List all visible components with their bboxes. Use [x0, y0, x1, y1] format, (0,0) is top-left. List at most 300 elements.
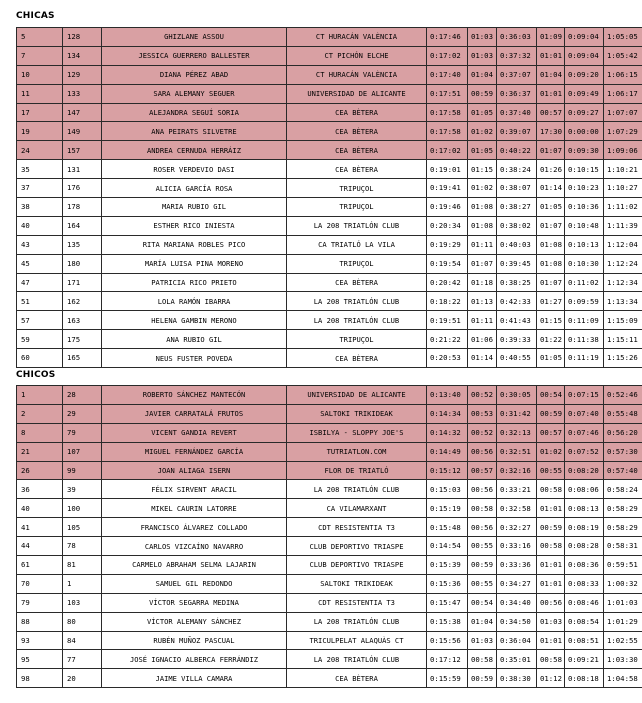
split-time-5-cell: 0:08:51 [565, 631, 604, 650]
total-time-cell: 1:10:27 [604, 179, 642, 198]
split-time-4-cell: 01:02 [537, 442, 565, 461]
club-cell: FLOR DE TRIATLÓ [287, 461, 427, 480]
club-cell: CEA BÈTERA [287, 273, 427, 292]
table-row [17, 254, 642, 273]
split-time-2-cell: 01:05 [468, 103, 497, 122]
split-time-4-cell: 00:58 [537, 650, 565, 669]
club-cell: CEA BÈTERA [287, 103, 427, 122]
split-time-4-cell: 01:05 [537, 198, 565, 217]
split-time-3-cell: 0:33:16 [497, 537, 537, 556]
split-time-4-cell: 01:01 [537, 556, 565, 575]
split-time-4-cell: 01:01 [537, 631, 565, 650]
split-time-1-cell: 0:15:59 [427, 669, 468, 688]
split-time-3-cell: 0:36:04 [497, 631, 537, 650]
bib-number-cell: 134 [63, 46, 102, 65]
position-cell: 51 [17, 292, 63, 311]
club-cell: CEA BÈTERA [287, 160, 427, 179]
position-cell: 41 [17, 518, 63, 537]
position-cell: 7 [17, 46, 63, 65]
split-time-2-cell: 01:15 [468, 160, 497, 179]
split-time-4-cell: 01:01 [537, 499, 565, 518]
total-time-cell: 1:05:05 [604, 28, 642, 47]
split-time-4-cell: 01:09 [537, 28, 565, 47]
total-time-cell: 1:15:11 [604, 330, 642, 349]
total-time-cell: 0:58:31 [604, 537, 642, 556]
athlete-name-cell: GHIZLANE ASSOU [102, 28, 287, 47]
split-time-1-cell: 0:15:39 [427, 556, 468, 575]
club-cell: LA 208 TRIATLÓN CLUB [287, 292, 427, 311]
split-time-2-cell: 00:56 [468, 518, 497, 537]
split-time-4-cell: 01:01 [537, 84, 565, 103]
athlete-name-cell: MIKEL CAURIN LATORRE [102, 499, 287, 518]
position-cell: 5 [17, 28, 63, 47]
split-time-1-cell: 0:19:29 [427, 235, 468, 254]
club-cell: TRICULPELAT ALAQUÀS CT [287, 631, 427, 650]
table-row [17, 423, 642, 442]
split-time-5-cell: 0:10:36 [565, 198, 604, 217]
athlete-name-cell: PATRICIA RICO PRIETO [102, 273, 287, 292]
club-cell: LA 208 TRIATLÓN CLUB [287, 480, 427, 499]
bib-number-cell: 175 [63, 330, 102, 349]
table-row [17, 103, 642, 122]
club-cell: TRIPUÇOL [287, 179, 427, 198]
table-row [17, 442, 642, 461]
split-time-5-cell: 0:07:15 [565, 386, 604, 405]
table-row [17, 556, 642, 575]
split-time-4-cell: 01:07 [537, 141, 565, 160]
club-cell: TRIPUÇOL [287, 254, 427, 273]
table-row [17, 404, 642, 423]
total-time-cell: 1:15:26 [604, 349, 642, 368]
table-row [17, 349, 642, 368]
bib-number-cell: 100 [63, 499, 102, 518]
split-time-1-cell: 0:17:46 [427, 28, 468, 47]
table-row [17, 28, 642, 47]
split-time-3-cell: 0:36:37 [497, 84, 537, 103]
split-time-3-cell: 0:32:27 [497, 518, 537, 537]
club-cell: LA 208 TRIATLÓN CLUB [287, 612, 427, 631]
section-title-chicas: CHICAS [16, 11, 55, 21]
split-time-5-cell: 0:10:48 [565, 216, 604, 235]
athlete-name-cell: ALICIA GARCÍA ROSA [102, 179, 287, 198]
total-time-cell: 1:02:55 [604, 631, 642, 650]
club-cell: LA 208 TRIATLÓN CLUB [287, 650, 427, 669]
split-time-1-cell: 0:15:36 [427, 574, 468, 593]
club-cell: CA TRIATLÓ LA VILA [287, 235, 427, 254]
split-time-2-cell: 01:02 [468, 122, 497, 141]
section-title-chicos: CHICOS [16, 370, 56, 380]
athlete-name-cell: FÉLIX SIRVENT ARACIL [102, 480, 287, 499]
split-time-3-cell: 0:41:43 [497, 311, 537, 330]
total-time-cell: 0:58:24 [604, 480, 642, 499]
table-row [17, 386, 642, 405]
split-time-4-cell: 00:57 [537, 423, 565, 442]
athlete-name-cell: MARIA RUBIO GIL [102, 198, 287, 217]
split-time-5-cell: 0:11:02 [565, 273, 604, 292]
position-cell: 40 [17, 499, 63, 518]
split-time-3-cell: 0:34:40 [497, 593, 537, 612]
table-row [17, 198, 642, 217]
split-time-1-cell: 0:17:51 [427, 84, 468, 103]
athlete-name-cell: DIANA PÉREZ ABAD [102, 65, 287, 84]
split-time-3-cell: 0:32:58 [497, 499, 537, 518]
position-cell: 60 [17, 349, 63, 368]
position-cell: 1 [17, 386, 63, 405]
split-time-4-cell: 00:59 [537, 518, 565, 537]
split-time-4-cell: 01:03 [537, 612, 565, 631]
table-row [17, 330, 642, 349]
table-row [17, 499, 642, 518]
total-time-cell: 1:07:07 [604, 103, 642, 122]
split-time-1-cell: 0:19:51 [427, 311, 468, 330]
bib-number-cell: 84 [63, 631, 102, 650]
split-time-2-cell: 00:52 [468, 423, 497, 442]
position-cell: 11 [17, 84, 63, 103]
total-time-cell: 1:01:03 [604, 593, 642, 612]
split-time-2-cell: 00:56 [468, 442, 497, 461]
bib-number-cell: 176 [63, 179, 102, 198]
split-time-2-cell: 01:13 [468, 292, 497, 311]
split-time-2-cell: 01:11 [468, 311, 497, 330]
position-cell: 2 [17, 404, 63, 423]
total-time-cell: 1:09:06 [604, 141, 642, 160]
table-row [17, 574, 642, 593]
split-time-3-cell: 0:40:22 [497, 141, 537, 160]
table-row [17, 160, 642, 179]
split-time-2-cell: 00:57 [468, 461, 497, 480]
split-time-5-cell: 0:00:00 [565, 122, 604, 141]
split-time-5-cell: 0:09:49 [565, 84, 604, 103]
results-table-chicos [16, 385, 642, 688]
total-time-cell: 1:06:17 [604, 84, 642, 103]
split-time-3-cell: 0:37:07 [497, 65, 537, 84]
club-cell: TRIPUÇOL [287, 198, 427, 217]
bib-number-cell: 107 [63, 442, 102, 461]
split-time-4-cell: 01:26 [537, 160, 565, 179]
position-cell: 21 [17, 442, 63, 461]
athlete-name-cell: MIGUEL FERNÁNDEZ GARCÍA [102, 442, 287, 461]
split-time-4-cell: 01:27 [537, 292, 565, 311]
split-time-1-cell: 0:19:41 [427, 179, 468, 198]
athlete-name-cell: CARMELO ABRAHAM SELMA LAJARIN [102, 556, 287, 575]
bib-number-cell: 157 [63, 141, 102, 160]
split-time-2-cell: 00:58 [468, 650, 497, 669]
table-row [17, 537, 642, 556]
split-time-1-cell: 0:15:48 [427, 518, 468, 537]
split-time-1-cell: 0:15:56 [427, 631, 468, 650]
total-time-cell: 1:07:29 [604, 122, 642, 141]
club-cell: LA 208 TRIATLÓN CLUB [287, 216, 427, 235]
bib-number-cell: 128 [63, 28, 102, 47]
position-cell: 59 [17, 330, 63, 349]
split-time-1-cell: 0:20:42 [427, 273, 468, 292]
total-time-cell: 0:57:30 [604, 442, 642, 461]
club-cell: CEA BÈTERA [287, 669, 427, 688]
club-cell: TRIPUÇOL [287, 330, 427, 349]
total-time-cell: 0:55:48 [604, 404, 642, 423]
split-time-5-cell: 0:08:20 [565, 461, 604, 480]
table-row [17, 122, 642, 141]
total-time-cell: 1:11:39 [604, 216, 642, 235]
position-cell: 79 [17, 593, 63, 612]
total-time-cell: 1:12:24 [604, 254, 642, 273]
total-time-cell: 0:57:40 [604, 461, 642, 480]
split-time-5-cell: 0:08:18 [565, 669, 604, 688]
split-time-3-cell: 0:38:24 [497, 160, 537, 179]
table-row [17, 216, 642, 235]
split-time-5-cell: 0:07:52 [565, 442, 604, 461]
position-cell: 45 [17, 254, 63, 273]
club-cell: CT HURACÁN VALÈNCIA [287, 28, 427, 47]
split-time-3-cell: 0:38:30 [497, 669, 537, 688]
split-time-5-cell: 0:07:40 [565, 404, 604, 423]
bib-number-cell: 29 [63, 404, 102, 423]
athlete-name-cell: VÍCTOR ALEMANY SÁNCHEZ [102, 612, 287, 631]
split-time-1-cell: 0:18:22 [427, 292, 468, 311]
club-cell: SALTOKI TRIKIDEAK [287, 574, 427, 593]
split-time-3-cell: 0:31:42 [497, 404, 537, 423]
athlete-name-cell: NEUS FUSTER POVEDA [102, 349, 287, 368]
bib-number-cell: 133 [63, 84, 102, 103]
athlete-name-cell: JESSICA GUERRERO BALLESTER [102, 46, 287, 65]
split-time-5-cell: 0:09:04 [565, 28, 604, 47]
split-time-4-cell: 01:22 [537, 330, 565, 349]
athlete-name-cell: ANA RUBIO GIL [102, 330, 287, 349]
club-cell: CEA BÈTERA [287, 349, 427, 368]
total-time-cell: 0:56:20 [604, 423, 642, 442]
split-time-1-cell: 0:17:58 [427, 122, 468, 141]
club-cell: LA 208 TRIATLÓN CLUB [287, 311, 427, 330]
total-time-cell: 1:12:04 [604, 235, 642, 254]
split-time-4-cell: 01:07 [537, 216, 565, 235]
bib-number-cell: 149 [63, 122, 102, 141]
split-time-2-cell: 01:08 [468, 216, 497, 235]
table-row [17, 84, 642, 103]
split-time-4-cell: 01:15 [537, 311, 565, 330]
split-time-5-cell: 0:08:46 [565, 593, 604, 612]
split-time-4-cell: 01:07 [537, 273, 565, 292]
split-time-3-cell: 0:35:01 [497, 650, 537, 669]
table-row [17, 141, 642, 160]
table-row [17, 480, 642, 499]
bib-number-cell: 39 [63, 480, 102, 499]
split-time-2-cell: 00:59 [468, 669, 497, 688]
split-time-4-cell: 01:12 [537, 669, 565, 688]
split-time-2-cell: 01:03 [468, 46, 497, 65]
position-cell: 38 [17, 198, 63, 217]
athlete-name-cell: JAVIER CARRATALÁ FRUTOS [102, 404, 287, 423]
split-time-3-cell: 0:30:05 [497, 386, 537, 405]
split-time-5-cell: 0:10:23 [565, 179, 604, 198]
split-time-4-cell: 00:54 [537, 386, 565, 405]
split-time-1-cell: 0:19:54 [427, 254, 468, 273]
split-time-4-cell: 00:58 [537, 537, 565, 556]
split-time-5-cell: 0:11:19 [565, 349, 604, 368]
split-time-2-cell: 00:53 [468, 404, 497, 423]
split-time-3-cell: 0:40:03 [497, 235, 537, 254]
split-time-1-cell: 0:21:22 [427, 330, 468, 349]
total-time-cell: 1:00:32 [604, 574, 642, 593]
athlete-name-cell: ALEJANDRA SEGUÍ SORIA [102, 103, 287, 122]
table-row [17, 631, 642, 650]
table-row [17, 235, 642, 254]
bib-number-cell: 163 [63, 311, 102, 330]
position-cell: 44 [17, 537, 63, 556]
results-table-chicas [16, 27, 642, 368]
athlete-name-cell: RUBÉN MUÑOZ PASCUAL [102, 631, 287, 650]
split-time-5-cell: 0:08:28 [565, 537, 604, 556]
split-time-1-cell: 0:19:01 [427, 160, 468, 179]
total-time-cell: 0:52:46 [604, 386, 642, 405]
split-time-4-cell: 00:57 [537, 103, 565, 122]
athlete-name-cell: ROSER VERDEVIO DASI [102, 160, 287, 179]
position-cell: 47 [17, 273, 63, 292]
split-time-5-cell: 0:08:33 [565, 574, 604, 593]
position-cell: 10 [17, 65, 63, 84]
total-time-cell: 1:03:30 [604, 650, 642, 669]
athlete-name-cell: JAIME VILLA CAMARA [102, 669, 287, 688]
table-row [17, 518, 642, 537]
split-time-4-cell: 01:08 [537, 235, 565, 254]
total-time-cell: 1:04:58 [604, 669, 642, 688]
split-time-4-cell: 00:55 [537, 461, 565, 480]
athlete-name-cell: SAMUEL GIL REDONDO [102, 574, 287, 593]
split-time-4-cell: 01:01 [537, 46, 565, 65]
split-time-5-cell: 0:11:38 [565, 330, 604, 349]
split-time-1-cell: 0:15:12 [427, 461, 468, 480]
split-time-4-cell: 01:04 [537, 65, 565, 84]
split-time-1-cell: 0:15:19 [427, 499, 468, 518]
bib-number-cell: 78 [63, 537, 102, 556]
athlete-name-cell: ROBERTO SÁNCHEZ MANTECÓN [102, 386, 287, 405]
total-time-cell: 1:10:21 [604, 160, 642, 179]
position-cell: 88 [17, 612, 63, 631]
total-time-cell: 1:05:42 [604, 46, 642, 65]
split-time-3-cell: 0:37:40 [497, 103, 537, 122]
split-time-2-cell: 01:03 [468, 631, 497, 650]
split-time-3-cell: 0:33:36 [497, 556, 537, 575]
club-cell: CEA BÈTERA [287, 122, 427, 141]
split-time-3-cell: 0:38:02 [497, 216, 537, 235]
bib-number-cell: 165 [63, 349, 102, 368]
split-time-3-cell: 0:38:25 [497, 273, 537, 292]
split-time-3-cell: 0:34:50 [497, 612, 537, 631]
split-time-5-cell: 0:08:06 [565, 480, 604, 499]
split-time-2-cell: 00:52 [468, 386, 497, 405]
split-time-5-cell: 0:11:09 [565, 311, 604, 330]
split-time-1-cell: 0:20:53 [427, 349, 468, 368]
club-cell: CLUB DEPORTIVO TRIASPE [287, 556, 427, 575]
table-row [17, 593, 642, 612]
athlete-name-cell: LOLA RAMÓN IBARRA [102, 292, 287, 311]
split-time-4-cell: 00:56 [537, 593, 565, 612]
split-time-1-cell: 0:20:34 [427, 216, 468, 235]
split-time-3-cell: 0:36:03 [497, 28, 537, 47]
position-cell: 36 [17, 480, 63, 499]
split-time-1-cell: 0:17:02 [427, 141, 468, 160]
split-time-2-cell: 01:04 [468, 612, 497, 631]
athlete-name-cell: ANDREA CERNUDA HERRÁIZ [102, 141, 287, 160]
club-cell: CDT RESISTENTIA T3 [287, 518, 427, 537]
split-time-5-cell: 0:09:04 [565, 46, 604, 65]
split-time-1-cell: 0:17:12 [427, 650, 468, 669]
split-time-5-cell: 0:08:19 [565, 518, 604, 537]
split-time-2-cell: 00:55 [468, 537, 497, 556]
split-time-2-cell: 01:08 [468, 198, 497, 217]
table-row [17, 461, 642, 480]
club-cell: SALTOKI TRIKIDEAK [287, 404, 427, 423]
split-time-3-cell: 0:42:33 [497, 292, 537, 311]
split-time-3-cell: 0:32:16 [497, 461, 537, 480]
athlete-name-cell: CARLOS VIZCAÍNO NAVARRO [102, 537, 287, 556]
position-cell: 98 [17, 669, 63, 688]
bib-number-cell: 79 [63, 423, 102, 442]
split-time-1-cell: 0:17:02 [427, 46, 468, 65]
table-row [17, 179, 642, 198]
table-row [17, 273, 642, 292]
position-cell: 35 [17, 160, 63, 179]
split-time-2-cell: 00:59 [468, 556, 497, 575]
position-cell: 17 [17, 103, 63, 122]
bib-number-cell: 28 [63, 386, 102, 405]
split-time-2-cell: 01:05 [468, 141, 497, 160]
split-time-3-cell: 0:38:07 [497, 179, 537, 198]
total-time-cell: 1:06:15 [604, 65, 642, 84]
split-time-2-cell: 01:03 [468, 28, 497, 47]
athlete-name-cell: MARÍA LUISA PINA MORENO [102, 254, 287, 273]
total-time-cell: 1:11:02 [604, 198, 642, 217]
athlete-name-cell: ESTHER RICO INIESTA [102, 216, 287, 235]
table-row [17, 650, 642, 669]
athlete-name-cell: VÍCTOR SEGARRA MEDINA [102, 593, 287, 612]
split-time-2-cell: 01:06 [468, 330, 497, 349]
split-time-3-cell: 0:39:45 [497, 254, 537, 273]
split-time-4-cell: 01:01 [537, 574, 565, 593]
split-time-1-cell: 0:14:49 [427, 442, 468, 461]
split-time-4-cell: 01:08 [537, 254, 565, 273]
split-time-1-cell: 0:15:47 [427, 593, 468, 612]
athlete-name-cell: JOSÉ IGNACIO ALBERCA FERRÁNDIZ [102, 650, 287, 669]
position-cell: 40 [17, 216, 63, 235]
split-time-3-cell: 0:40:55 [497, 349, 537, 368]
bib-number-cell: 1 [63, 574, 102, 593]
split-time-4-cell: 00:59 [537, 404, 565, 423]
total-time-cell: 1:12:34 [604, 273, 642, 292]
position-cell: 57 [17, 311, 63, 330]
total-time-cell: 0:59:51 [604, 556, 642, 575]
bib-number-cell: 147 [63, 103, 102, 122]
club-cell: ISBILYA - SLOPPY JOE'S [287, 423, 427, 442]
split-time-3-cell: 0:32:51 [497, 442, 537, 461]
split-time-1-cell: 0:15:03 [427, 480, 468, 499]
split-time-5-cell: 0:07:46 [565, 423, 604, 442]
bib-number-cell: 180 [63, 254, 102, 273]
table-row [17, 311, 642, 330]
table-row [17, 292, 642, 311]
split-time-2-cell: 00:56 [468, 480, 497, 499]
split-time-2-cell: 01:11 [468, 235, 497, 254]
total-time-cell: 1:01:29 [604, 612, 642, 631]
split-time-2-cell: 00:54 [468, 593, 497, 612]
split-time-2-cell: 01:07 [468, 254, 497, 273]
position-cell: 19 [17, 122, 63, 141]
split-time-5-cell: 0:08:54 [565, 612, 604, 631]
position-cell: 43 [17, 235, 63, 254]
club-cell: CA VILAMARXANT [287, 499, 427, 518]
bib-number-cell: 77 [63, 650, 102, 669]
bib-number-cell: 81 [63, 556, 102, 575]
bib-number-cell: 80 [63, 612, 102, 631]
